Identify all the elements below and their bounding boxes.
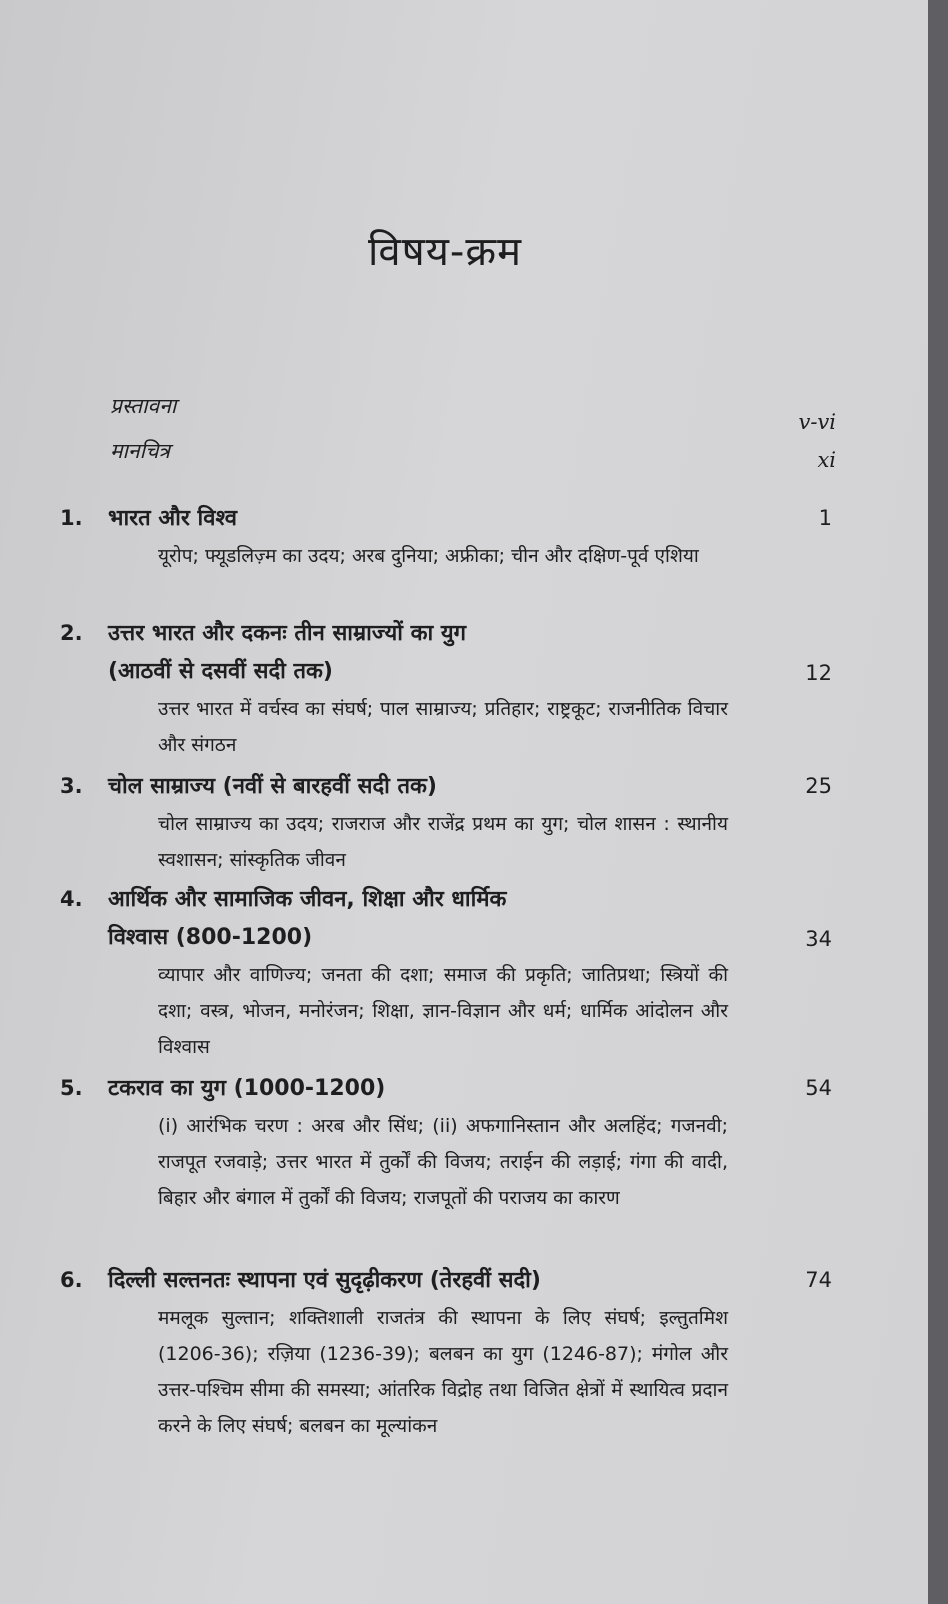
chapter-number: 1.	[60, 506, 83, 530]
chapter-title	[108, 1262, 840, 1300]
chapter-title-line: भारत और विश्व	[108, 506, 238, 531]
chapter-number: 4.	[60, 887, 83, 911]
chapter-entry	[60, 881, 840, 1065]
chapter-description: (i) आरंभिक चरण : अरब और सिंध; (ii) अफगानिस्तान और अलहिंद; गजनवी; राजपूत रजवाड़े; उत्तर भारत में तुर्कों की विजय; तराईन की लड़ाई; गंगा की वादी, बिहार और बंगाल में तुर्कों की विजय; राजपूतों की पराजय का कारण	[158, 1115, 728, 1209]
chapter-description: व्यापार और वाणिज्य; जनता की दशा; समाज की प्रकृति; जातिप्रथा; स्त्रियों की दशा; वस्त्र, भोजन, मनोरंजन; शिक्षा, ज्ञान-विज्ञान और धर्म; धार्मिक आंदोलन और विश्वास	[158, 964, 728, 1058]
front-matter-page: xi	[817, 448, 836, 472]
chapter-number: 6.	[60, 1268, 83, 1292]
chapter-entry	[60, 500, 840, 574]
chapter-entry	[60, 615, 840, 763]
chapter-page: 74	[805, 1268, 832, 1292]
chapter-entry	[60, 768, 840, 878]
chapter-entry	[60, 1262, 840, 1444]
chapter-title-line: विश्वास (800-1200)	[108, 925, 313, 950]
chapter-title-line: आर्थिक और सामाजिक जीवन, शिक्षा और धार्मिक	[108, 887, 507, 912]
chapter-page: 34	[805, 927, 832, 951]
chapter-number: 3.	[60, 774, 83, 798]
chapter-description: चोल साम्राज्य का उदय; राजराज और राजेंद्र प्रथम का युग; चोल शासन : स्थानीय स्वशासन; सांस्कृतिक जीवन	[158, 813, 728, 871]
chapter-page: 25	[805, 774, 832, 798]
chapter-title-line: उत्तर भारत और दकनः तीन साम्राज्यों का युग	[108, 621, 466, 646]
chapter-number: 5.	[60, 1076, 83, 1100]
chapter-title-line: चोल साम्राज्य (नवीं से बारहवीं सदी तक)	[108, 774, 437, 799]
front-matter-label: मानचित्र	[110, 439, 171, 463]
front-matter-label: प्रस्तावना	[110, 394, 177, 418]
chapter-title-line: टकराव का युग (1000-1200)	[108, 1076, 386, 1101]
chapter-title	[108, 768, 840, 806]
chapter-description: यूरोप; फ्यूडलिज़्म का उदय; अरब दुनिया; अफ्रीका; चीन और दक्षिण-पूर्व एशिया	[158, 545, 699, 567]
chapter-page: 12	[805, 661, 832, 685]
chapter-page: 1	[818, 506, 832, 530]
chapter-title-line: दिल्ली सल्तनतः स्थापना एवं सुदृढ़ीकरण (तेरहवीं सदी)	[108, 1268, 541, 1293]
chapter-title	[108, 881, 840, 957]
front-matter-page: v-vi	[798, 410, 836, 434]
chapter-title-line: (आठवीं से दसवीं सदी तक)	[108, 659, 333, 684]
chapter-title	[108, 500, 840, 538]
page-title: विषय-क्रम	[368, 229, 522, 275]
chapter-entry	[60, 1070, 840, 1216]
chapter-title	[108, 1070, 840, 1108]
chapter-number: 2.	[60, 621, 83, 645]
chapter-page: 54	[805, 1076, 832, 1100]
chapter-description: ममलूक सुल्तान; शक्तिशाली राजतंत्र की स्थापना के लिए संघर्ष; इल्तुतमिश (1206-36); रज़िया (1236-39); बलबन का युग (1246-87); मंगोल और उत्तर-पश्चिम सीमा की समस्या; आंतरिक विद्रोह तथा विजित क्षेत्रों में स्थायित्व प्रदान करने के लिए संघर्ष; बलबन का मूल्यांकन	[158, 1307, 728, 1437]
chapter-description: उत्तर भारत में वर्चस्व का संघर्ष; पाल साम्राज्य; प्रतिहार; राष्ट्रकूट; राजनीतिक विचार और संगठन	[158, 698, 728, 756]
chapter-title	[108, 615, 840, 691]
